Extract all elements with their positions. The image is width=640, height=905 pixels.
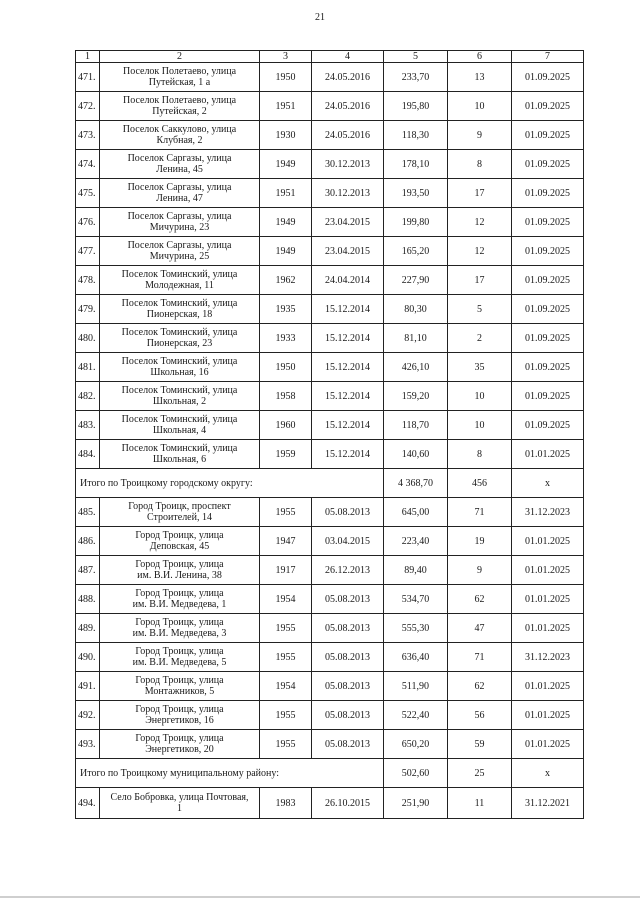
deadline-cell: 01.01.2025 [512, 672, 584, 701]
year-cell: 1949 [260, 150, 312, 179]
area-cell: 159,20 [384, 382, 448, 411]
area-cell: 522,40 [384, 701, 448, 730]
subtotal-count: 456 [448, 469, 512, 498]
deadline-cell: 01.01.2025 [512, 614, 584, 643]
table-row [76, 411, 584, 440]
address-cell [100, 324, 260, 353]
table-row [76, 353, 584, 382]
deadline-cell: 01.09.2025 [512, 411, 584, 440]
area-cell: 645,00 [384, 498, 448, 527]
address-line-2: Школьная, 2 [152, 396, 207, 407]
row-number: 484. [76, 440, 100, 469]
area-cell: 118,30 [384, 121, 448, 150]
address-line-2: Мичурина, 23 [149, 222, 210, 233]
address-line-2: Строителей, 14 [147, 512, 212, 523]
count-cell: 35 [448, 353, 512, 382]
count-cell: 12 [448, 237, 512, 266]
address-cell [100, 643, 260, 672]
date-cell: 05.08.2013 [312, 643, 384, 672]
row-number: 474. [76, 150, 100, 179]
address-line-1: Поселок Томинский, улица [121, 327, 238, 338]
row-number: 492. [76, 701, 100, 730]
table-row [76, 92, 584, 121]
deadline-cell: 31.12.2023 [512, 643, 584, 672]
date-cell: 05.08.2013 [312, 585, 384, 614]
row-number: 473. [76, 121, 100, 150]
address-line-1: Поселок Полетаево, улица [122, 95, 237, 106]
date-cell: 23.04.2015 [312, 237, 384, 266]
address-line-1: Поселок Томинский, улица [121, 414, 238, 425]
table-row [76, 672, 584, 701]
subtotal-label: Итого по Троицкому городскому округу: [76, 469, 384, 498]
area-cell: 251,90 [384, 788, 448, 819]
area-cell: 195,80 [384, 92, 448, 121]
deadline-cell: 31.12.2023 [512, 498, 584, 527]
address-cell [100, 585, 260, 614]
header-cell: 6 [448, 51, 512, 63]
table-row [76, 382, 584, 411]
deadline-cell: 01.09.2025 [512, 324, 584, 353]
address-cell [100, 498, 260, 527]
address-line-1: Поселок Томинский, улица [121, 443, 238, 454]
subtotal-label: Итого по Троицкому муниципальному району: [76, 759, 384, 788]
address-cell [100, 527, 260, 556]
table-row [76, 556, 584, 585]
deadline-cell: 01.01.2025 [512, 730, 584, 759]
date-cell: 26.12.2013 [312, 556, 384, 585]
address-line-1: Поселок Саккулово, улица [122, 124, 237, 135]
deadline-cell: 01.09.2025 [512, 63, 584, 92]
header-cell: 4 [312, 51, 384, 63]
date-cell: 15.12.2014 [312, 382, 384, 411]
address-cell [100, 730, 260, 759]
deadline-cell: 01.01.2025 [512, 556, 584, 585]
row-number: 490. [76, 643, 100, 672]
address-line-1: Село Бобровка, улица Почтовая, [110, 792, 249, 803]
table-row [76, 179, 584, 208]
deadline-cell: 01.09.2025 [512, 150, 584, 179]
year-cell: 1983 [260, 788, 312, 819]
row-number: 488. [76, 585, 100, 614]
header-cell: 7 [512, 51, 584, 63]
year-cell: 1955 [260, 643, 312, 672]
date-cell: 15.12.2014 [312, 440, 384, 469]
address-cell [100, 208, 260, 237]
table-row [76, 614, 584, 643]
date-cell: 23.04.2015 [312, 208, 384, 237]
table-row [76, 63, 584, 92]
address-line-1: Поселок Саргазы, улица [127, 153, 232, 164]
date-cell: 05.08.2013 [312, 730, 384, 759]
year-cell: 1955 [260, 701, 312, 730]
year-cell: 1935 [260, 295, 312, 324]
count-cell: 5 [448, 295, 512, 324]
date-cell: 24.05.2016 [312, 121, 384, 150]
year-cell: 1951 [260, 92, 312, 121]
year-cell: 1962 [260, 266, 312, 295]
area-cell: 193,50 [384, 179, 448, 208]
address-line-2: им. В.И. Ленина, 38 [137, 570, 222, 581]
count-cell: 19 [448, 527, 512, 556]
count-cell: 59 [448, 730, 512, 759]
year-cell: 1949 [260, 208, 312, 237]
count-cell: 13 [448, 63, 512, 92]
deadline-cell: 31.12.2021 [512, 788, 584, 819]
row-number: 486. [76, 527, 100, 556]
address-line-2: Пионерская, 18 [146, 309, 213, 320]
count-cell: 62 [448, 672, 512, 701]
address-line-1: Город Троицк, улица [135, 646, 224, 657]
row-number: 476. [76, 208, 100, 237]
date-cell: 26.10.2015 [312, 788, 384, 819]
area-cell: 81,10 [384, 324, 448, 353]
address-line-1: Город Троицк, улица [135, 617, 224, 628]
row-number: 480. [76, 324, 100, 353]
table-row [76, 701, 584, 730]
deadline-cell: 01.09.2025 [512, 92, 584, 121]
date-cell: 05.08.2013 [312, 614, 384, 643]
row-number: 475. [76, 179, 100, 208]
address-line-1: Город Троицк, улица [135, 733, 224, 744]
header-cell: 5 [384, 51, 448, 63]
address-cell [100, 179, 260, 208]
row-number: 479. [76, 295, 100, 324]
subtotal-area: 4 368,70 [384, 469, 448, 498]
date-cell: 15.12.2014 [312, 324, 384, 353]
address-cell [100, 353, 260, 382]
deadline-cell: 01.09.2025 [512, 295, 584, 324]
count-cell: 8 [448, 440, 512, 469]
year-cell: 1954 [260, 672, 312, 701]
date-cell: 24.05.2016 [312, 63, 384, 92]
count-cell: 10 [448, 92, 512, 121]
address-cell [100, 411, 260, 440]
row-number: 487. [76, 556, 100, 585]
year-cell: 1933 [260, 324, 312, 353]
area-cell: 426,10 [384, 353, 448, 382]
date-cell: 30.12.2013 [312, 150, 384, 179]
deadline-cell: 01.09.2025 [512, 121, 584, 150]
year-cell: 1930 [260, 121, 312, 150]
year-cell: 1950 [260, 353, 312, 382]
row-number: 483. [76, 411, 100, 440]
count-cell: 10 [448, 382, 512, 411]
year-cell: 1950 [260, 63, 312, 92]
area-cell: 233,70 [384, 63, 448, 92]
address-line-2: Школьная, 16 [150, 367, 209, 378]
address-line-2: Клубная, 2 [156, 135, 203, 146]
address-cell [100, 614, 260, 643]
date-cell: 24.05.2016 [312, 92, 384, 121]
address-line-2: Монтажников, 5 [144, 686, 215, 697]
address-cell [100, 701, 260, 730]
subtotal-deadline: х [512, 469, 584, 498]
table-row [76, 121, 584, 150]
address-line-2: Школьная, 6 [152, 454, 207, 465]
area-cell: 140,60 [384, 440, 448, 469]
address-line-1: Город Троицк, улица [135, 675, 224, 686]
address-cell [100, 121, 260, 150]
page-number: 21 [315, 12, 325, 23]
address-line-2: 1 [177, 803, 182, 814]
row-number: 472. [76, 92, 100, 121]
address-line-2: им. В.И. Медведева, 1 [132, 599, 227, 610]
count-cell: 56 [448, 701, 512, 730]
row-number: 494. [76, 788, 100, 819]
date-cell: 15.12.2014 [312, 411, 384, 440]
subtotal-count: 25 [448, 759, 512, 788]
count-cell: 10 [448, 411, 512, 440]
row-number: 481. [76, 353, 100, 382]
area-cell: 80,30 [384, 295, 448, 324]
table-row [76, 440, 584, 469]
address-cell [100, 237, 260, 266]
area-cell: 227,90 [384, 266, 448, 295]
count-cell: 17 [448, 179, 512, 208]
year-cell: 1959 [260, 440, 312, 469]
count-cell: 9 [448, 121, 512, 150]
area-cell: 89,40 [384, 556, 448, 585]
date-cell: 05.08.2013 [312, 498, 384, 527]
address-cell [100, 92, 260, 121]
count-cell: 47 [448, 614, 512, 643]
deadline-cell: 01.09.2025 [512, 266, 584, 295]
address-line-1: Поселок Томинский, улица [121, 298, 238, 309]
deadline-cell: 01.09.2025 [512, 353, 584, 382]
table-row [76, 788, 584, 819]
deadline-cell: 01.09.2025 [512, 179, 584, 208]
table-row [76, 150, 584, 179]
row-number: 493. [76, 730, 100, 759]
year-cell: 1955 [260, 730, 312, 759]
header-cell: 2 [100, 51, 260, 63]
deadline-cell: 01.09.2025 [512, 237, 584, 266]
table-row [76, 208, 584, 237]
table-row [76, 527, 584, 556]
page-bottom-rule [0, 896, 640, 898]
address-cell [100, 382, 260, 411]
area-cell: 199,80 [384, 208, 448, 237]
date-cell: 03.04.2015 [312, 527, 384, 556]
address-line-2: им. В.И. Медведева, 3 [132, 628, 227, 639]
address-line-1: Поселок Саргазы, улица [127, 211, 232, 222]
date-cell: 05.08.2013 [312, 701, 384, 730]
address-line-1: Поселок Томинский, улица [121, 356, 238, 367]
address-line-2: Молодежная, 11 [145, 280, 214, 291]
area-cell: 118,70 [384, 411, 448, 440]
address-cell [100, 63, 260, 92]
year-cell: 1955 [260, 614, 312, 643]
table-row [76, 643, 584, 672]
address-cell [100, 150, 260, 179]
year-cell: 1958 [260, 382, 312, 411]
deadline-cell: 01.01.2025 [512, 701, 584, 730]
address-line-2: Мичурина, 25 [149, 251, 210, 262]
year-cell: 1955 [260, 498, 312, 527]
address-cell [100, 556, 260, 585]
row-number: 482. [76, 382, 100, 411]
address-cell [100, 295, 260, 324]
address-line-1: Поселок Томинский, улица [121, 269, 238, 280]
table-row [76, 498, 584, 527]
address-line-2: Ленина, 47 [156, 193, 203, 204]
header-cell: 1 [76, 51, 100, 63]
count-cell: 17 [448, 266, 512, 295]
deadline-cell: 01.01.2025 [512, 527, 584, 556]
count-cell: 8 [448, 150, 512, 179]
area-cell: 636,40 [384, 643, 448, 672]
year-cell: 1954 [260, 585, 312, 614]
housing-table [75, 50, 584, 819]
address-line-1: Город Троицк, улица [135, 704, 224, 715]
deadline-cell: 01.09.2025 [512, 208, 584, 237]
subtotal-deadline: х [512, 759, 584, 788]
address-line-1: Город Троицк, улица [135, 530, 224, 541]
deadline-cell: 01.09.2025 [512, 382, 584, 411]
area-cell: 511,90 [384, 672, 448, 701]
address-cell [100, 440, 260, 469]
address-cell [100, 266, 260, 295]
year-cell: 1960 [260, 411, 312, 440]
count-cell: 11 [448, 788, 512, 819]
table-row [76, 730, 584, 759]
count-cell: 71 [448, 643, 512, 672]
count-cell: 12 [448, 208, 512, 237]
header-cell: 3 [260, 51, 312, 63]
row-number: 478. [76, 266, 100, 295]
address-line-2: Пионерская, 23 [146, 338, 213, 349]
address-line-2: Деповская, 45 [149, 541, 210, 552]
address-line-1: Поселок Саргазы, улица [127, 182, 232, 193]
table-row [76, 266, 584, 295]
date-cell: 05.08.2013 [312, 672, 384, 701]
year-cell: 1949 [260, 237, 312, 266]
address-line-2: Путейская, 2 [152, 106, 207, 117]
address-line-1: Поселок Томинский, улица [121, 385, 238, 396]
address-line-2: Энергетиков, 20 [145, 744, 214, 755]
deadline-cell: 01.01.2025 [512, 440, 584, 469]
date-cell: 15.12.2014 [312, 295, 384, 324]
area-cell: 178,10 [384, 150, 448, 179]
count-cell: 71 [448, 498, 512, 527]
subtotal-row [76, 469, 584, 498]
row-number: 485. [76, 498, 100, 527]
row-number: 489. [76, 614, 100, 643]
area-cell: 650,20 [384, 730, 448, 759]
address-cell [100, 672, 260, 701]
count-cell: 62 [448, 585, 512, 614]
address-line-1: Поселок Саргазы, улица [127, 240, 232, 251]
address-line-1: Поселок Полетаево, улица [122, 66, 237, 77]
address-line-2: им. В.И. Медведева, 5 [132, 657, 227, 668]
year-cell: 1951 [260, 179, 312, 208]
table-row [76, 295, 584, 324]
date-cell: 30.12.2013 [312, 179, 384, 208]
count-cell: 2 [448, 324, 512, 353]
address-line-1: Город Троицк, улица [135, 559, 224, 570]
area-cell: 223,40 [384, 527, 448, 556]
table-row [76, 324, 584, 353]
row-number: 471. [76, 63, 100, 92]
address-line-2: Школьная, 4 [152, 425, 207, 436]
area-cell: 534,70 [384, 585, 448, 614]
date-cell: 15.12.2014 [312, 353, 384, 382]
address-line-1: Город Троицк, улица [135, 588, 224, 599]
year-cell: 1947 [260, 527, 312, 556]
table-row [76, 237, 584, 266]
year-cell: 1917 [260, 556, 312, 585]
row-number: 477. [76, 237, 100, 266]
subtotal-area: 502,60 [384, 759, 448, 788]
date-cell: 24.04.2014 [312, 266, 384, 295]
subtotal-row [76, 759, 584, 788]
deadline-cell: 01.01.2025 [512, 585, 584, 614]
count-cell: 9 [448, 556, 512, 585]
row-number: 491. [76, 672, 100, 701]
table-row [76, 585, 584, 614]
address-line-2: Путейская, 1 а [148, 77, 211, 88]
address-line-2: Энергетиков, 16 [145, 715, 214, 726]
area-cell: 165,20 [384, 237, 448, 266]
address-line-1: Город Троицк, проспект [128, 501, 231, 512]
table-body [76, 51, 584, 819]
address-line-2: Ленина, 45 [156, 164, 203, 175]
area-cell: 555,30 [384, 614, 448, 643]
header-row [76, 51, 584, 63]
address-cell [100, 788, 260, 819]
